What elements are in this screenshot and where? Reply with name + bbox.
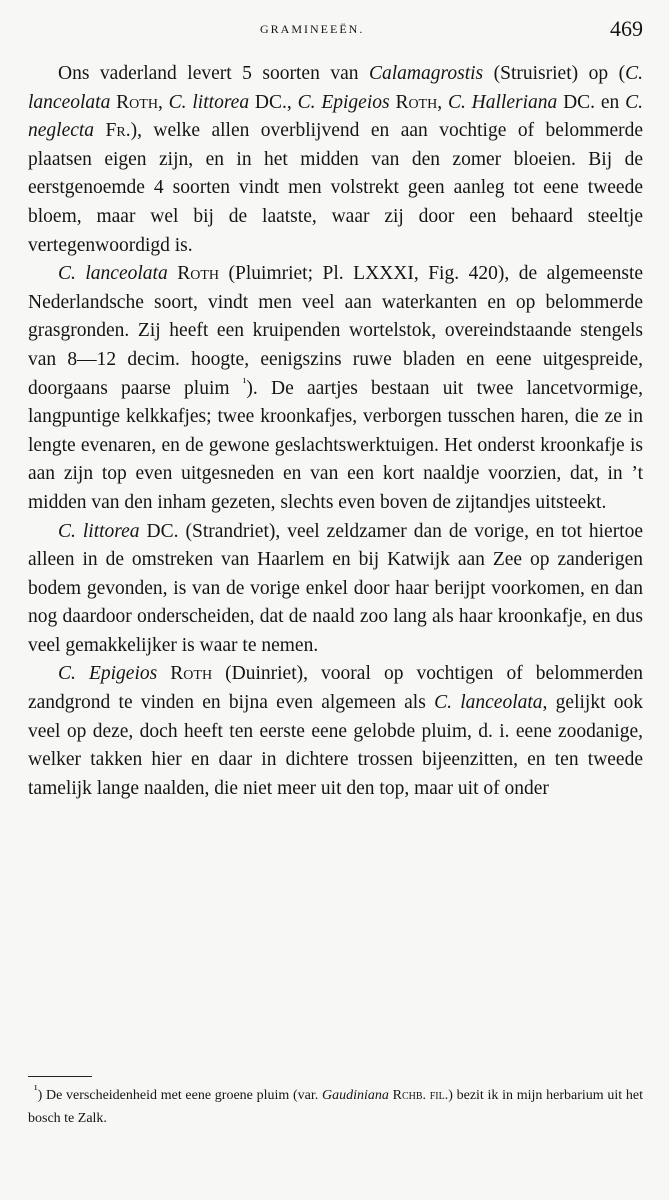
- paragraphs.0-run: DC.,: [249, 91, 298, 113]
- paragraphs.0-run: C. Halleriana: [447, 91, 558, 113]
- paragraphs.0-run: C. lanceolata: [28, 63, 644, 113]
- paragraphs.0-run: ,: [437, 91, 448, 113]
- footnote-text: [28, 1084, 643, 1130]
- paragraphs.3-run: , gelijkt ook veel op deze, doch heeft ten eerste eene gelobde pluim, d. i. eene zoodanige, welker takken hier en daar in dichtere trossen bijeenzitten, en ten tweede tamelijk lange naalden, die niet meer uit den top, maar uit of onder: [28, 692, 643, 799]
- footnote: [28, 1084, 643, 1130]
- paragraphs.0-run: (Struisriet) op (: [483, 63, 626, 84]
- paragraphs.0-run: Ons vaderland levert 5 soorten van: [58, 63, 369, 84]
- paragraph-c-epigeios: [28, 660, 643, 803]
- paragraph-calamagrostis-intro: [28, 60, 643, 260]
- paragraphs.0-run: Roth: [116, 91, 158, 113]
- footnote-run: ¹: [34, 1082, 38, 1097]
- paragraphs.3-run: Roth: [170, 663, 213, 685]
- paragraphs.0-run: Fr.: [105, 120, 131, 142]
- footnote-rule: [28, 1076, 92, 1077]
- paragraph-c-lanceolata: [28, 260, 643, 517]
- footnote-run: ) bezit ik in mijn herbarium uit het bosch te Zalk.: [28, 1088, 644, 1126]
- paragraphs.0-run: DC. en: [557, 91, 626, 113]
- paragraphs.2-run: DC. (Strandriet), veel zeldzamer dan de vorige, en tot hiertoe alleen in de omstreken van Haarlem en bij Katwijk aan Zee op zanderigen bodem gevonden, is van de vorige enkel door haar berijpt voorkomen, en dan nog daardoor onderscheiden, dat de naald zoo lang als haar kroonkafje, en dus veel gemakkelijker is waar te nemen.: [28, 520, 644, 656]
- paragraphs.0-run: ), welke allen overblijvend en aan vochtige of belommerde plaatsen eigen zijn, en in het midden van den zomer bloeien. Bij de eerstgenoemde 4 soorten vindt men volstrekt geen aanleg tot eene tweede bloem, maar wel bij de laatste, waar zij door een behaard steeltje vertegenwoordigd is.: [28, 120, 643, 256]
- paragraphs.2-run: C. littorea: [58, 520, 140, 542]
- paragraphs.0-run: Calamagrostis: [369, 63, 484, 84]
- paragraphs.3-run: C. Epigeios: [58, 663, 158, 685]
- paragraphs.1-run: ¹: [242, 375, 247, 390]
- paragraphs.3-run: (Duinriet), vooral op vochtigen of belommerden zandgrond te vinden en bijna even algemeen als: [28, 663, 644, 714]
- paragraph-c-littorea: [28, 518, 643, 661]
- paragraphs.3-run: [157, 663, 170, 684]
- body-text: [28, 60, 643, 803]
- footnote-run: Rchb. fil.: [392, 1088, 449, 1103]
- paragraphs.0-run: C. Epigeios: [297, 91, 390, 113]
- paragraphs.0-run: C. littorea: [168, 91, 250, 113]
- paragraphs.1-run: ). De aartjes bestaan uit twee lancetvormige, langpuntige kelkkafjes; twee kroonkafjes, verborgen tusschen haren, die ze in lengte evenaren, en de gewone geslachtswerktuigen. Het onderst kroonkafje is aan zijn top even uitgesneden en van een kort naaldje voorzien, dat, in ’t midden van den inham gezeten, slechts even boven de zijtandjes uitsteekt.: [28, 377, 644, 513]
- paragraphs.0-run: ,: [157, 91, 169, 113]
- paragraphs.1-run: C. lanceolata: [58, 263, 168, 285]
- paragraphs.0-run: Roth: [395, 91, 438, 113]
- page-number: 469: [610, 16, 643, 41]
- footnote-run: Gaudiniana: [321, 1088, 389, 1103]
- paragraphs.0-run: C. neglecta: [28, 91, 644, 142]
- paragraphs.3-run: C. lanceolata: [434, 692, 543, 714]
- paragraphs.0-run: [94, 120, 105, 141]
- running-head: GRAMINEEËN.: [260, 22, 365, 36]
- paragraphs.1-run: (Pluimriet; Pl. LXXXI, Fig. 420), de algemeenste Nederlandsche soort, vindt men veel aan waterkanten en op belommerde grasgronden. Zij heeft een kruipenden wortelstok, overeindstaande stengels van 8—12 decim. hoogte, eenigszins ruwe bladen en eene uitgespreide, doorgaans paarse pluim: [28, 263, 644, 399]
- paragraphs.1-run: [168, 263, 178, 284]
- paragraphs.1-run: Roth: [177, 263, 220, 285]
- footnote-run: ) De verscheidenheid met eene groene pluim (var.: [37, 1088, 322, 1103]
